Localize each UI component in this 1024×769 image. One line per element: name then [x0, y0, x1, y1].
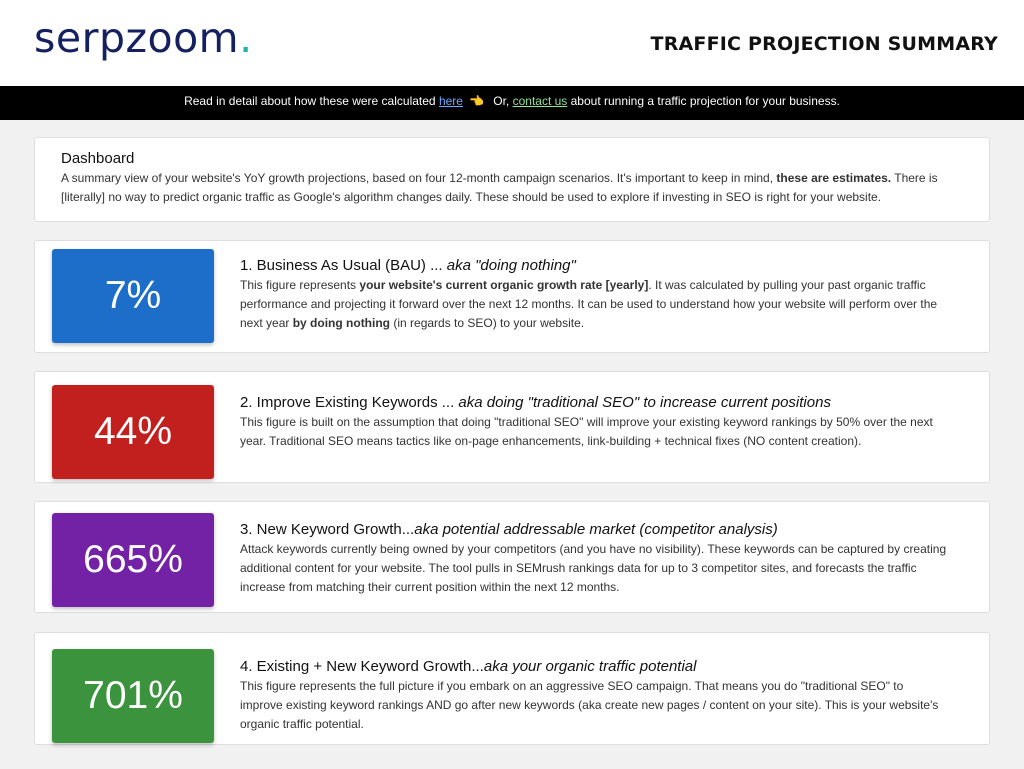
growth-percentage-badge: 7% [52, 249, 214, 343]
growth-percentage-badge: 701% [52, 649, 214, 743]
scenario-description: This figure is built on the assumption that doing "traditional SEO" will improve your existing keyword rankings by 50% over the next year. Traditional SEO means tactics like on-page enhancements, link-building + technical fixes (NO content creation). [240, 415, 933, 448]
scenario-title: 4. Existing + New Keyword Growth...aka your organic traffic potential [240, 658, 697, 675]
info-banner [0, 86, 1024, 120]
logo-text: serpzoom [34, 14, 240, 62]
growth-percentage-badge: 44% [52, 385, 214, 479]
contact-us-link[interactable]: contact us [512, 94, 568, 108]
scenario-text [240, 658, 949, 734]
dashboard-description: A summary view of your website's YoY growth projections, based on four 12-month campaign scenarios. It's important to keep in mind, these are estimates. There is [literally] no way to predict organic traffic as Google's algorithm changes daily. These should be used to explore if investing in SEO is right for your website. [61, 171, 938, 204]
scenario-description: This figure represents your website's current organic growth rate [yearly]. It was calculated by pulling your past organic traffic performance and projecting it forward over the next 12 months. It can be used to understand how your website will perform over the next year by doing nothing (in regards to SEO) to your website. [240, 278, 938, 330]
logo-dot: . [239, 14, 253, 62]
dashboard-card [34, 137, 990, 222]
banner-text-after: about running a traffic projection for your business. [567, 94, 840, 108]
scenario-text [240, 257, 949, 333]
page-header [0, 0, 1024, 86]
scenario-card-bau [34, 240, 990, 353]
scenario-description: Attack keywords currently being owned by your competitors (and you have no visibility). These keywords can be captured by creating additional content for your website. The tool pulls in SEMrush rankings data for up to 3 competitor sites, and forecasts the traffic increase from matching their current position within the next 12 months. [240, 542, 947, 594]
here-link[interactable]: here [438, 94, 463, 108]
banner-or-text: Or, [489, 94, 513, 108]
scenario-text [240, 521, 949, 597]
scenario-text [240, 394, 949, 451]
scenario-title: 3. New Keyword Growth...aka potential addressable market (competitor analysis) [240, 521, 778, 538]
pointing-hand-icon: 👈 [468, 94, 484, 108]
serpzoom-logo[interactable] [34, 14, 253, 62]
scenario-card-full-potential [34, 632, 990, 745]
growth-percentage-badge: 665% [52, 513, 214, 607]
banner-text: Read in detail about how these were calculated [184, 94, 439, 108]
scenario-card-improve-existing [34, 371, 990, 483]
scenario-description: This figure represents the full picture if you embark on an aggressive SEO campaign. That means you do "traditional SEO" to improve existing keyword rankings AND go after new keywords (aka create new pages / content on your site). This is your website's organic traffic potential. [240, 679, 939, 731]
page-title: TRAFFIC PROJECTION SUMMARY [650, 33, 998, 55]
scenario-card-new-keywords [34, 501, 990, 613]
scenario-title: 1. Business As Usual (BAU) ... aka "doing nothing" [240, 257, 576, 274]
dashboard-title: Dashboard [61, 150, 135, 167]
scenario-title: 2. Improve Existing Keywords ... aka doing "traditional SEO" to increase current positions [240, 394, 831, 411]
